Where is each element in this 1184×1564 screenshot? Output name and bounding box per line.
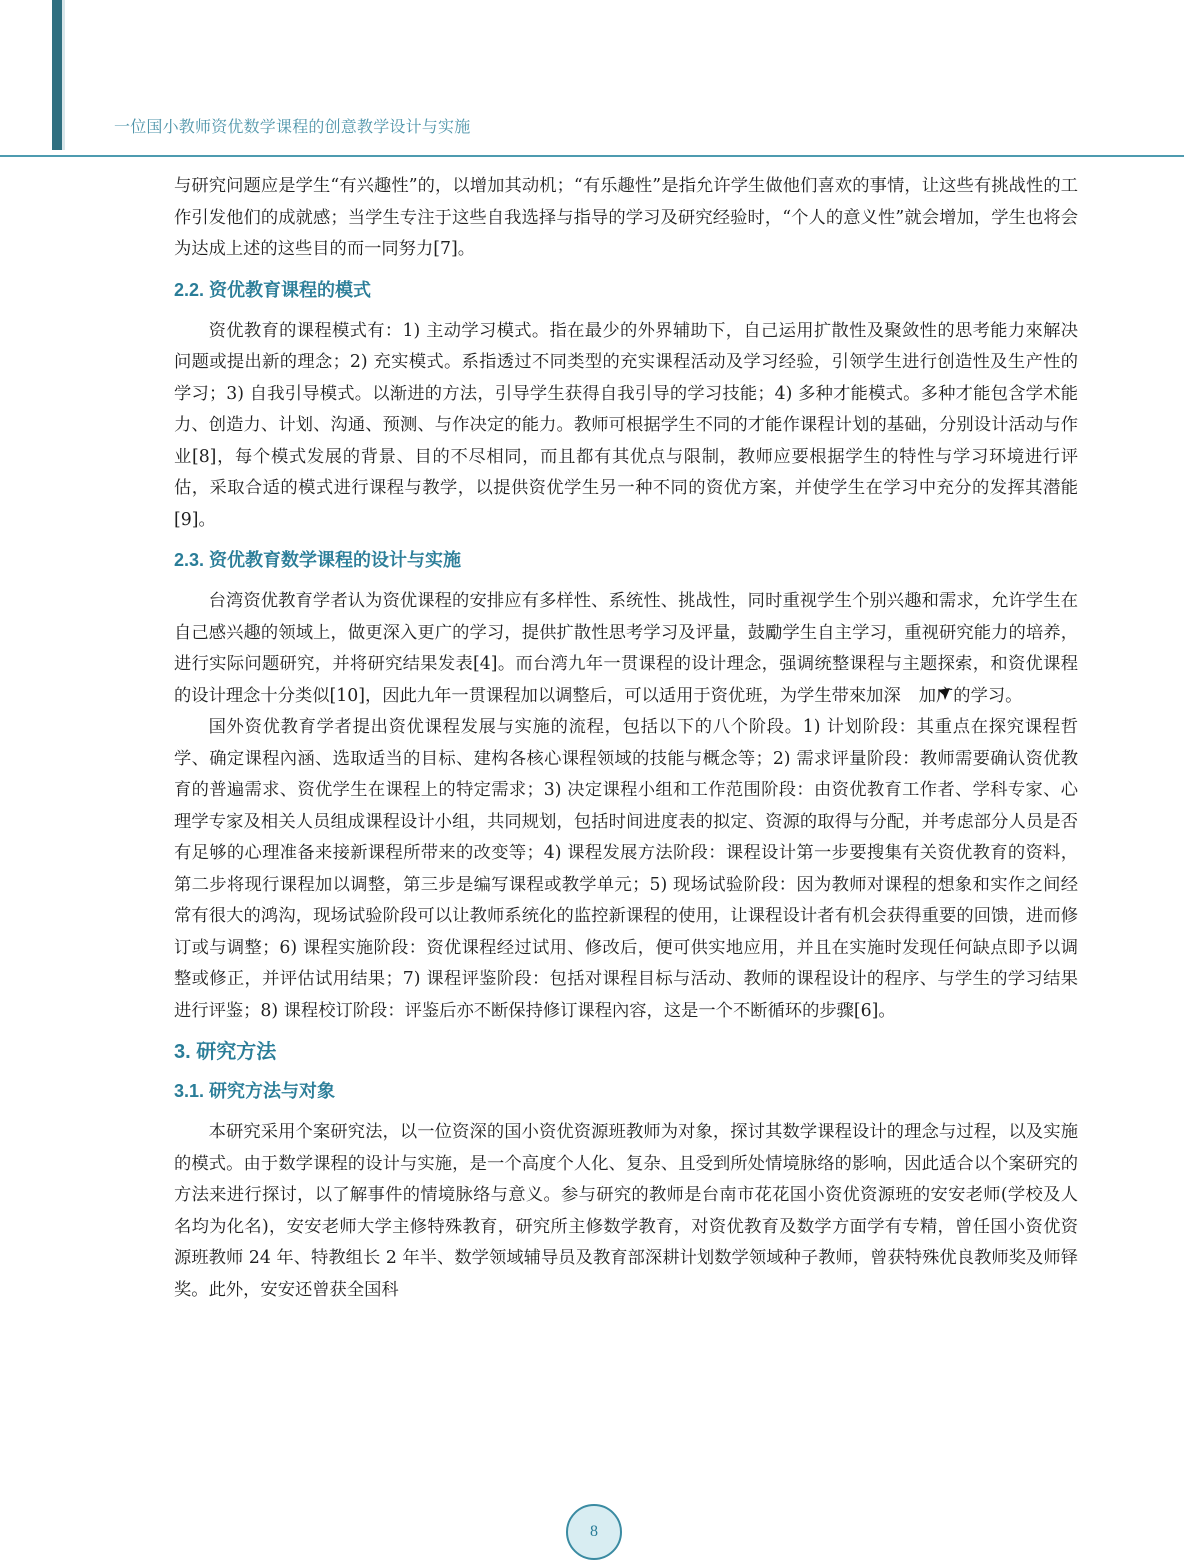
paragraph-curriculum-models: 资优教育的课程模式有：1) 主动学习模式。指在最少的外界辅助下，自己运用扩散性及聚敛性的思考能力來解决问题或提出新的理念；2) 充实模式。系指透过不同类型的充实课程活动及学习经验，引领学生进行创造性及生产性的学习；3) 自我引导模式。以渐进的方法，引导学生获得自我引导的学习技能；4) 多种才能模式。多种才能包含学术能力、创造力、计划、沟通、预测、与作决定的能力。教师可根据学生不同的才能作课程计划的基础，分别设计活动与作业[8]，每个模式发展的背景、目的不尽相同，而且都有其优点与限制，教师应要根据学生的特性与学习环境进行评估，采取合适的模式进行课程与教学，以提供资优学生另一种不同的资优方案，并使学生在学习中充分的发挥其潜能[9]。: [174, 320, 1078, 530]
paragraph-eight-stages: 国外资优教育学者提出资优课程发展与实施的流程，包括以下的八个阶段。1) 计划阶段：其重点在探究课程哲学、确定课程內涵、选取适当的目标、建构各核心课程领域的技能与概念等；2) 需求评量阶段：教师需要确认资优教育的普遍需求、资优学生在课程上的特定需求；3) 决定课程小组和工作范围阶段：由资优教育工作者、学科专家、心理学专家及相关人员组成课程设计小组，共同规划，包括时间进度表的拟定、资源的取得与分配，并考虑部分人员是否有足够的心理准备来接新课程所带来的改变等；4) 课程发展方法阶段：课程设计第一步要搜集有关资优教育的资料，第二步将现行课程加以调整，第三步是编写课程或教学单元；5) 现场试验阶段：因为教师对课程的想象和实作之间经常有很大的鸿沟，现场试验阶段可以让教师系统化的监控新课程的使用，让课程设计者有机会获得重要的回馈，进而修订或与调整；6) 课程实施阶段：资优课程经过试用、修改后，便可供实地应用，并且在实施时发现任何缺点即予以调整或修正，并评估试用结果；7) 课程评鉴阶段：包括对课程目标与活动、教师的课程设计的程序、与学生的学习结果进行评鉴；8) 课程校订阶段：评鉴后亦不断保持修订课程內容，这是一个不断循环的步骤[6]。: [174, 717, 1078, 1021]
section-heading-3-1: 3.1. 研究方法与对象: [174, 1081, 336, 1101]
page-body: [174, 171, 1078, 1306]
page-number-badge: [566, 1504, 622, 1560]
header-divider: [0, 155, 1184, 157]
section-heading-3: 3. 研究方法: [174, 1041, 277, 1063]
paragraph-taiwan-gifted-curriculum: [174, 586, 1078, 712]
section-heading-2-2: 2.2. 资优教育课程的模式: [174, 279, 372, 300]
paragraph-text-part-1: 台湾资优教育学者认为资优课程的安排应有多样性、系统性、挑战性，同时重视学生个别兴趣和需求，允许学生在自己感兴趣的领域上，做更深入更广的学习，提供扩散性思考学习及评量，鼓勵学生自主学习，重视研究能力的培养，进行实际问题研究，并将研究结果发表[4]。而台湾九年一贯课程的设计理念，强调统整课程与主题探索，和资优课程的设计理念十分类似[10]，因此九年一贯课程加以调整后，可以适用于资优班，为学生带來加深: [174, 591, 1078, 706]
section-heading-2-3: 2.3. 资优教育数学课程的设计与实施: [174, 550, 462, 570]
header-accent-bar: [52, 0, 65, 150]
paragraph-intro-continuation: 与研究问题应是学生“有兴趣性”的，以增加其动机；“有乐趣性”是指允许学生做他们喜欢的事情，让这些有挑战性的工作引发他们的成就感；当学生专注于这些自我选择与指导的学习及研究经验时，“个人的意义性”就会增加，学生也将会为达成上述的这些目的而一同努力[7]。: [174, 176, 1078, 259]
page-number-text: 8: [590, 1523, 598, 1540]
mouse-pointer-icon: [903, 681, 917, 695]
paragraph-text-part-2: 加广的学习。: [918, 685, 1023, 706]
paragraph-research-method: 本研究采用个案研究法，以一位资深的国小资优资源班教师为对象，探讨其数学课程设计的理念与过程，以及实施的模式。由于数学课程的设计与实施，是一个高度个人化、复杂、且受到所处情境脉络的影响，因此适合以个案研究的方法来进行探讨，以了解事件的情境脉络与意义。参与研究的教师是台南市花花国小资优资源班的安安老师(学校及人名均为化名)，安安老师大学主修特殊教育，研究所主修数学教育，对资优教育及数学方面学有专精，曾任国小资优资源班教师 24 年、特教组长 2 年半、数学领域辅导员及教育部深耕计划数学领域种子教师，曾获特殊优良教师奖及师铎奖。此外，安安还曾获全国科: [174, 1122, 1078, 1300]
running-header-title: 一位国小教师资优数学课程的创意教学设计与实施: [114, 117, 471, 136]
